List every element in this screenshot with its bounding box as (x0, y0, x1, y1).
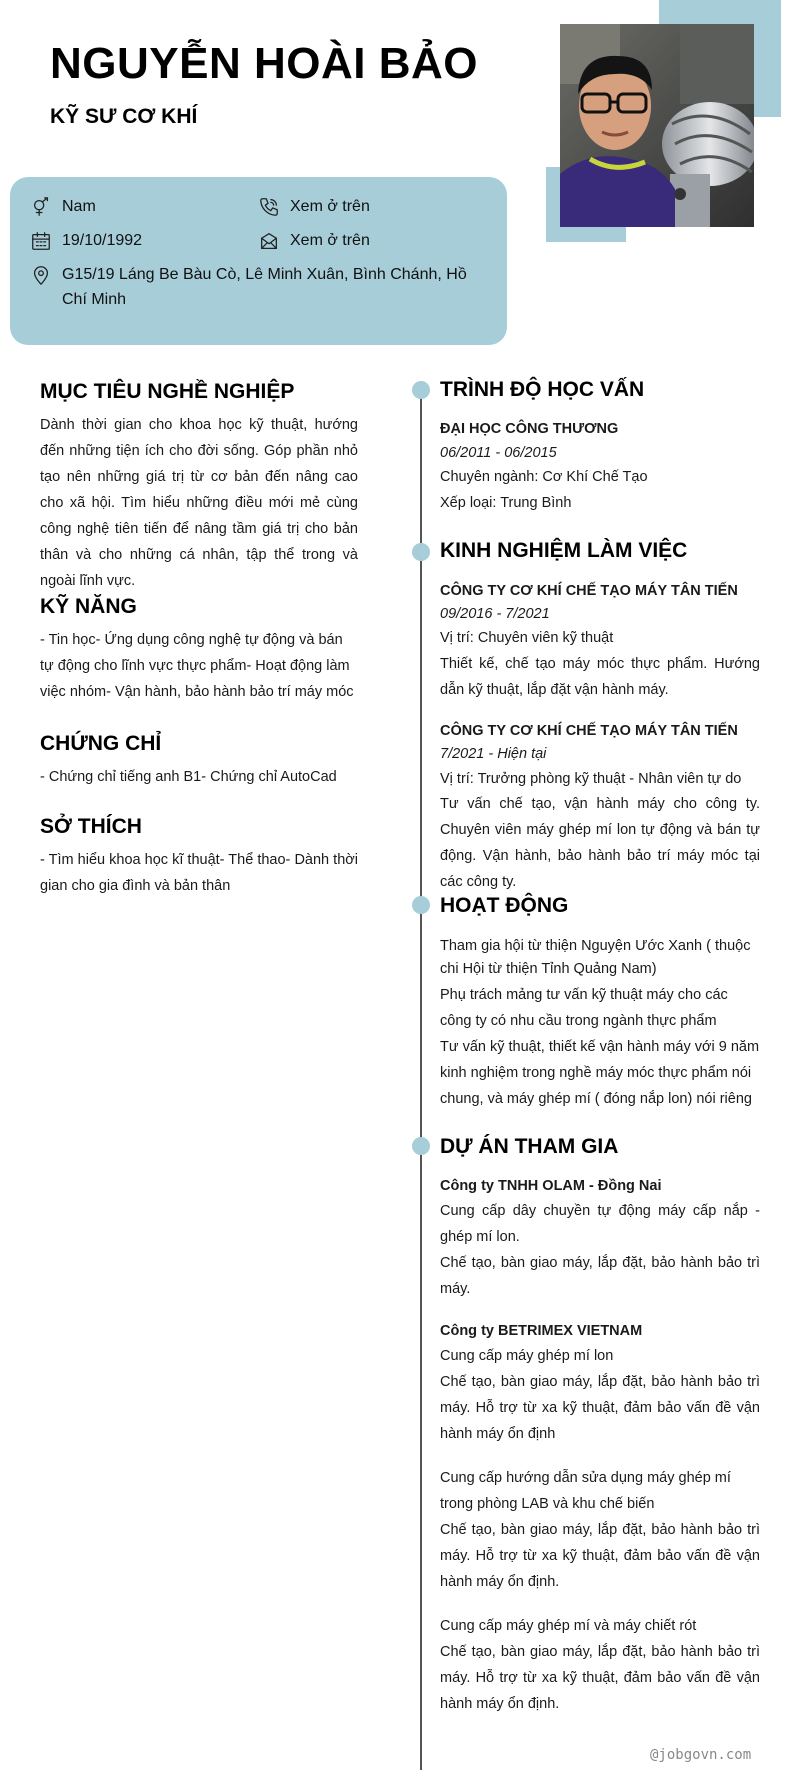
job-title: KỸ SƯ CƠ KHÍ (50, 105, 198, 128)
project-2-line1: Cung cấp máy ghép mí lon (440, 1348, 614, 1364)
projects-title: DỰ ÁN THAM GIA (440, 1135, 619, 1158)
job-2-position: Vị trí: Trưởng phòng kỹ thuật - Nhân viên tự do (440, 771, 742, 787)
job-1-period: 09/2016 - 7/2021 (440, 606, 550, 622)
gender-icon (30, 196, 52, 218)
candidate-name: NGUYỄN HOÀI BẢO (50, 39, 478, 88)
objective-text: Dành thời gian cho khoa học kỹ thuật, hướng đến những tiện ích cho đời sống. Góp phần nhỏ tạo nên những giá trị từ cơ bản đến nâng cao cho xã hội. Tìm hiểu những điều mới mẻ cùng công nghệ tiên tiến để nâng tầm giá trị cho bản thân và cho những cá nhân, tập thể trong và ngoài lĩnh vực. (40, 417, 358, 589)
activity-item-1: Tham gia hội từ thiện Nguyện Ước Xanh ( thuộc chi Hội từ thiện Tỉnh Quảng Nam) (440, 938, 751, 977)
project-2-line4: Chế tạo, bàn giao máy, lắp đặt, bảo hành bảo trì máy. Hỗ trợ từ xa kỹ thuật, đảm bảo vấn đề vận hành máy ổn định. (440, 1522, 760, 1590)
contact-info-box (10, 177, 507, 345)
education-title: TRÌNH ĐỘ HỌC VẤN (440, 378, 645, 401)
skills-text: - Tin học- Ứng dụng công nghệ tự động và bán tự động cho lĩnh vực thực phẩm- Hoạt động làm việc nhóm- Vận hành, bảo hành bảo trí máy móc (40, 632, 354, 700)
activities-title: HOẠT ĐỘNG (440, 894, 569, 917)
watermark: @jobgovn.com (650, 1747, 752, 1763)
phone-row (258, 195, 370, 220)
phone-value[interactable]: Xem ở trên (290, 198, 370, 215)
job-1-desc: Thiết kế, chế tạo máy móc thực phẩm. Hướng dẫn kỹ thuật, lắp đặt vận hành máy. (440, 656, 760, 698)
job-2-company: CÔNG TY CƠ KHÍ CHẾ TẠO MÁY TÂN TIẾN (440, 723, 738, 739)
skills-title: KỸ NĂNG (40, 595, 137, 618)
gender-value: Nam (62, 198, 96, 215)
education-major: Chuyên ngành: Cơ Khí Chế Tạo (440, 469, 648, 485)
timeline-line (420, 385, 422, 1770)
project-2-company: Công ty BETRIMEX VIETNAM (440, 1323, 643, 1339)
objective-title: MỤC TIÊU NGHỀ NGHIỆP (40, 380, 295, 403)
hobbies-text: - Tìm hiểu khoa học kĩ thuật- Thể thao- Dành thời gian cho gia đình và bản thân (40, 852, 358, 894)
email-icon (258, 230, 280, 252)
project-2-line5: Cung cấp máy ghép mí và máy chiết rót (440, 1618, 697, 1634)
timeline-dot-experience (412, 543, 430, 561)
activity-item-3: Tư vấn kỹ thuật, thiết kế vận hành máy với 9 năm kinh nghiệm trong nghề máy móc thực phẩm nói chung, và máy ghép mí ( đóng nắp lon) nói riêng (440, 1039, 760, 1107)
email-value[interactable]: Xem ở trên (290, 232, 370, 249)
education-period: 06/2011 - 06/2015 (440, 445, 557, 461)
activity-item-2: Phụ trách mảng tư vấn kỹ thuật máy cho các công ty có nhu cầu trong ngành thực phẩm (440, 987, 728, 1029)
project-1-line1: Cung cấp dây chuyền tự động máy cấp nắp - ghép mí lon. (440, 1203, 760, 1245)
timeline-dot-activities (412, 896, 430, 914)
project-2-line3: Cung cấp hướng dẫn sửa dụng máy ghép mí trong phòng LAB và khu chế biến (440, 1470, 731, 1512)
phone-icon (258, 196, 280, 218)
project-2-line6: Chế tạo, bàn giao máy, lắp đặt, bảo hành bảo trì máy. Hỗ trợ từ xa kỹ thuật, đảm bảo vấn đề vận hành máy ổn định. (440, 1644, 760, 1712)
hobbies-title: SỞ THÍCH (40, 815, 142, 838)
location-icon (30, 264, 52, 286)
project-2-line2: Chế tạo, bàn giao máy, lắp đặt, bảo hành bảo trì máy. Hỗ trợ từ xa kỹ thuật, đảm bảo vấn đề vận hành máy ổn định (440, 1374, 760, 1442)
calendar-icon (30, 230, 52, 252)
education-grade: Xếp loại: Trung Bình (440, 495, 572, 511)
job-2-period: 7/2021 - Hiện tại (440, 746, 547, 762)
project-1-line2: Chế tạo, bàn giao máy, lắp đặt, bảo hành bảo trì máy. (440, 1255, 760, 1297)
project-1-company: Công ty TNHH OLAM - Đồng Nai (440, 1178, 662, 1194)
birthday-value: 19/10/1992 (62, 232, 143, 249)
profile-photo (560, 24, 754, 227)
photo-illustration (560, 24, 754, 227)
job-1-position: Vị trí: Chuyên viên kỹ thuật (440, 630, 614, 646)
timeline-dot-projects (412, 1137, 430, 1155)
email-row (258, 229, 370, 254)
certificates-text: - Chứng chỉ tiếng anh B1- Chứng chỉ AutoCad (40, 769, 337, 785)
experience-title: KINH NGHIỆM LÀM VIỆC (440, 539, 688, 562)
address-row (30, 263, 490, 313)
address-value: G15/19 Láng Be Bàu Cò, Lê Minh Xuân, Bình Chánh, Hồ Chí Minh (62, 266, 467, 308)
job-1-company: CÔNG TY CƠ KHÍ CHẾ TẠO MÁY TÂN TIẾN (440, 583, 738, 599)
education-school: ĐẠI HỌC CÔNG THƯƠNG (440, 421, 619, 437)
birthday-row (30, 229, 142, 254)
gender-row (30, 195, 96, 220)
certificates-title: CHỨNG CHỈ (40, 732, 162, 755)
timeline-dot-education (412, 381, 430, 399)
job-2-desc: Tư vấn chế tạo, vận hành máy cho công ty. Chuyên viên máy ghép mí lon tự động và bán tự động. Vận hành, bảo hành bảo trí máy móc tại các công ty. (440, 796, 760, 890)
